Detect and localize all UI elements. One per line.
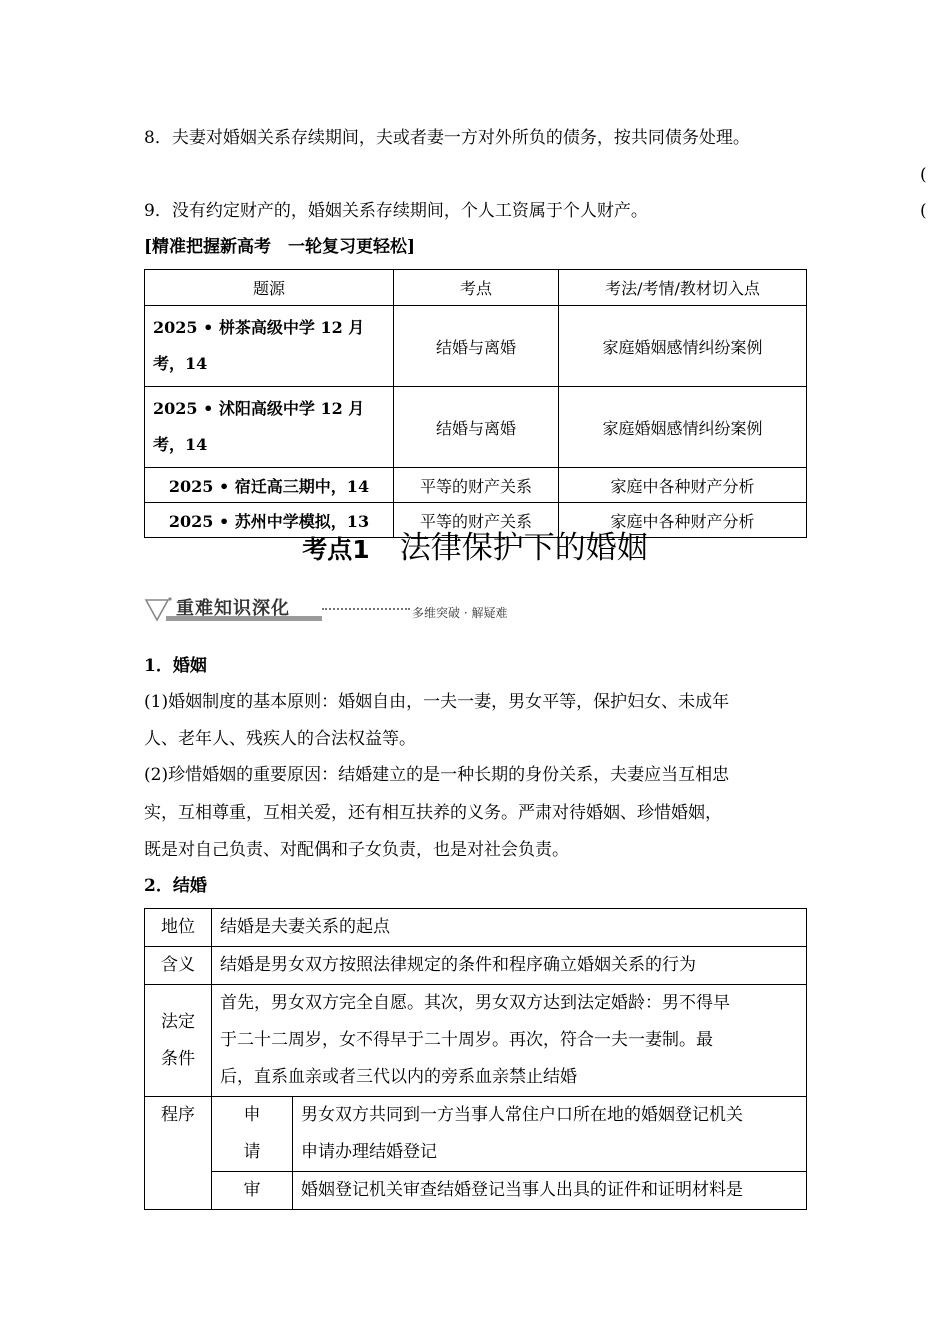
paragraph-line: (1)婚姻制度的基本原则：婚姻自由，一夫一妻，男女平等，保护妇女、未成年 xyxy=(144,692,730,712)
banner-heading: [精准把握新高考 一轮复习更轻松] xyxy=(144,237,416,257)
table-row xyxy=(145,1097,807,1172)
row-label: 含义 xyxy=(145,947,212,985)
source-cell: 2025 • 苏州中学模拟，13 xyxy=(145,503,394,538)
table-header-row xyxy=(145,270,807,306)
angle-cell: 家庭中各种财产分析 xyxy=(559,468,807,503)
section-title xyxy=(0,522,950,567)
angle-cell: 家庭婚姻感情纠纷案例 xyxy=(559,387,807,468)
answer-paren-8: ( xyxy=(920,165,927,185)
row-label: 地位 xyxy=(145,909,212,947)
angle-cell: 家庭婚姻感情纠纷案例 xyxy=(559,306,807,387)
table-row xyxy=(145,947,807,985)
paragraph-line: 实，互相尊重，互相关爱，还有相互扶养的义务。严肃对待婚姻、珍惜婚姻， xyxy=(144,803,722,823)
source-line: 考，14 xyxy=(153,435,208,454)
banner-title: 重难知识深化 xyxy=(176,598,290,619)
source-line: 2025 • 栟茶高级中学 12 月 xyxy=(153,318,365,337)
content-line: 后，直系血亲或者三代以内的旁系血亲禁止结婚 xyxy=(220,1067,577,1087)
heading-marriage: 1．婚姻 xyxy=(144,656,207,676)
table-row xyxy=(145,1172,807,1210)
table-row xyxy=(145,909,807,947)
row-label xyxy=(145,985,212,1097)
source-cell xyxy=(145,306,394,387)
section-number: 考点1 xyxy=(302,535,370,564)
sub-label xyxy=(212,1097,293,1172)
content-line: 首先，男女双方完全自愿。其次，男女双方达到法定婚龄：男不得早 xyxy=(220,993,730,1013)
marriage-table xyxy=(144,908,807,1210)
sources-table xyxy=(144,269,807,538)
content-line: 男女双方共同到一方当事人常住户口所在地的婚姻登记机关 xyxy=(301,1105,743,1125)
source-line: 2025 • 沭阳高级中学 12 月 xyxy=(153,399,365,418)
banner-subtitle: 多维突破 · 解疑难 xyxy=(412,606,508,620)
header-angle: 考法/考情/教材切入点 xyxy=(559,270,807,306)
angle-cell: 家庭中各种财产分析 xyxy=(559,503,807,538)
table-row xyxy=(145,387,807,468)
table-row xyxy=(145,985,807,1097)
source-cell: 2025 • 宿迁高三期中，14 xyxy=(145,468,394,503)
row-content: 结婚是男女双方按照法律规定的条件和程序确立婚姻关系的行为 xyxy=(212,947,807,985)
section-title-text: 法律保护下的婚姻 xyxy=(399,530,648,566)
topic-cell: 平等的财产关系 xyxy=(394,468,559,503)
label-line: 申 xyxy=(243,1105,261,1125)
label-line: 条件 xyxy=(161,1048,195,1069)
label-line: 法定 xyxy=(161,1011,195,1032)
heading-wedding: 2．结婚 xyxy=(144,876,207,896)
header-topic: 考点 xyxy=(394,270,559,306)
row-content xyxy=(212,985,807,1097)
topic-cell: 平等的财产关系 xyxy=(394,503,559,538)
row-label: 程序 xyxy=(145,1097,212,1210)
header-source: 题源 xyxy=(145,270,394,306)
topic-cell: 结婚与离婚 xyxy=(394,306,559,387)
paragraph-line: (2)珍惜婚姻的重要原因：结婚建立的是一种长期的身份关系，夫妻应当互相忠 xyxy=(144,765,730,785)
topic-cell: 结婚与离婚 xyxy=(394,387,559,468)
question-8: 8．夫妻对婚姻关系存续期间，夫或者妻一方对外所负的债务，按共同债务处理。 xyxy=(144,128,750,148)
row-content: 婚姻登记机关审查结婚登记当事人出具的证件和证明材料是 xyxy=(293,1172,807,1210)
source-cell xyxy=(145,387,394,468)
paragraph-line: 人、老年人、残疾人的合法权益等。 xyxy=(144,729,416,749)
content-line: 于二十二周岁，女不得早于二十周岁。再次，符合一夫一妻制。最 xyxy=(220,1030,713,1050)
answer-paren-9: ( xyxy=(920,201,927,221)
source-line: 考，14 xyxy=(153,354,208,373)
knowledge-banner xyxy=(144,594,544,624)
banner-dots xyxy=(322,608,410,610)
sub-label: 审 xyxy=(212,1172,293,1210)
question-9: 9．没有约定财产的，婚姻关系存续期间，个人工资属于个人财产。 xyxy=(144,201,648,221)
label-line: 请 xyxy=(243,1142,261,1162)
row-content: 结婚是夫妻关系的起点 xyxy=(212,909,807,947)
content-line: 申请办理结婚登记 xyxy=(301,1142,437,1162)
row-content xyxy=(293,1097,807,1172)
paragraph-line: 既是对自己负责、对配偶和子女负责，也是对社会负责。 xyxy=(144,840,569,860)
table-row xyxy=(145,468,807,503)
table-row xyxy=(145,306,807,387)
